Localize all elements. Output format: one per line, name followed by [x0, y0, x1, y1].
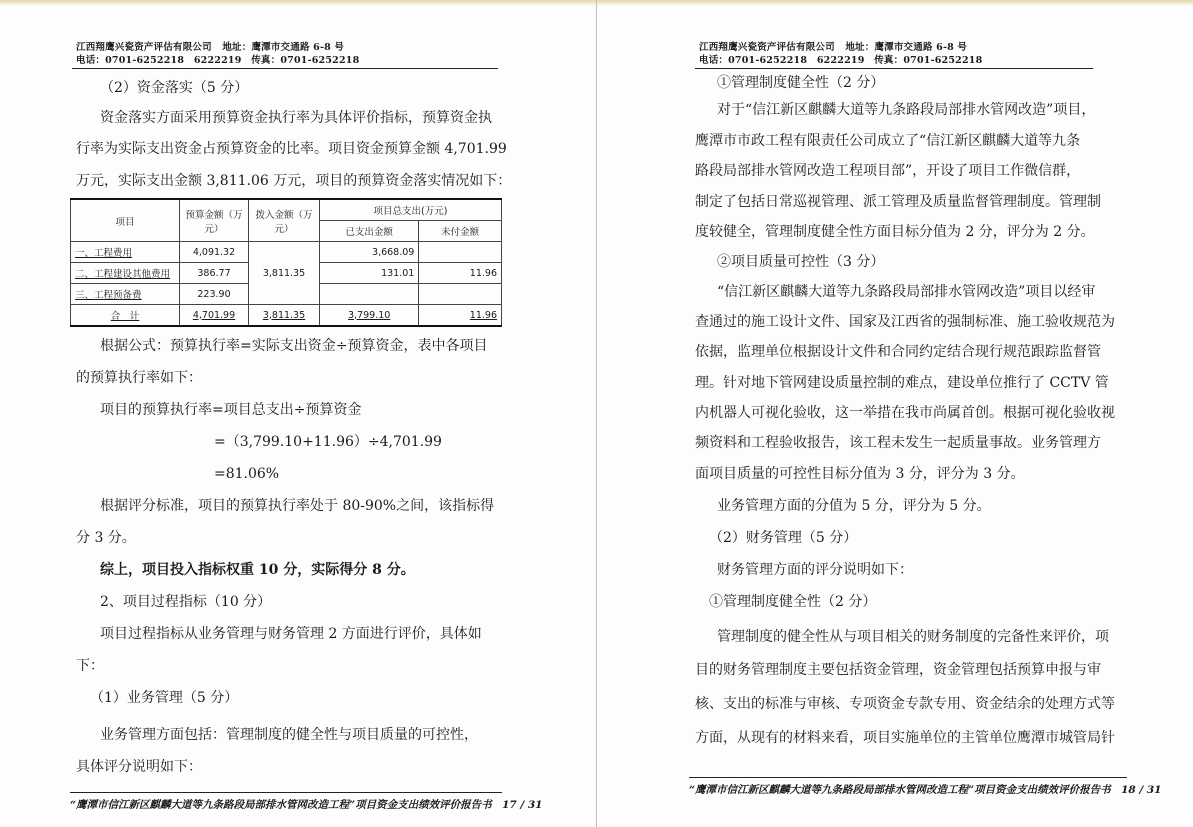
- section-heading: （2）资金落实（5 分）: [100, 80, 249, 96]
- row-budget: 386.77: [180, 263, 249, 284]
- paragraph-line: 频资料和工程验收报告，该工程未发生一起质量事故。业务管理方: [695, 435, 1101, 451]
- row-item: 一、工程费用: [71, 242, 180, 263]
- row-paid: [320, 284, 419, 305]
- paragraph-line: 对于“信江新区麒麟大道等九条路段局部排水管网改造”项目，: [717, 102, 1096, 118]
- paragraph-line: 具体评分说明如下：: [76, 759, 202, 775]
- paragraph-line: 内机器人可视化验收，这一举措在我市尚属首创。根据可视化验收视: [695, 405, 1115, 421]
- total-allocated: 3,811.35: [249, 305, 320, 327]
- section-heading: （1）业务管理（5 分）: [90, 690, 239, 706]
- total-budget: 4,701.99: [180, 305, 249, 327]
- budget-table: [70, 198, 502, 327]
- row-budget: 4,091.32: [180, 242, 249, 263]
- section-heading: 2、项目过程指标（10 分）: [100, 594, 272, 610]
- col-header-allocated: 拨入金额（万元）: [249, 199, 320, 242]
- paragraph-line: 查通过的施工设计文件、国家及江西省的强制标准、施工验收规范为: [695, 314, 1115, 330]
- row-paid: 3,668.09: [320, 242, 419, 263]
- paragraph-line: 根据评分标准，项目的预算执行率处于 80-90%之间，该指标得: [100, 498, 495, 514]
- paragraph-line: 鹰潭市市政工程有限责任公司成立了“信江新区麒麟大道等九条: [695, 133, 1081, 149]
- total-unpaid: 11.96: [419, 305, 502, 327]
- paragraph-line: 制定了包括日常巡视管理、派工管理及质量监督管理制度。管理制: [695, 194, 1101, 210]
- paragraph-line: 下：: [76, 658, 104, 674]
- row-allocated-merged: 3,811.35: [249, 242, 320, 305]
- paragraph-line: 方面，从现有的材料来看，项目实施单位的主管单位鹰潭市城管局针: [695, 730, 1115, 746]
- section-heading: ①管理制度健全性（2 分）: [709, 594, 877, 610]
- paragraph-line: 度较健全，管理制度健全性方面目标分值为 2 分，评分为 2 分。: [695, 224, 1095, 240]
- document-page-17: [0, 0, 596, 827]
- letterhead-phone: 电话：0701-6252218 6222219 传真：0701-6252218: [76, 55, 360, 66]
- total-label: 合 计: [71, 305, 180, 327]
- row-budget: 223.90: [180, 284, 249, 305]
- footer-rule: [70, 792, 502, 793]
- col-header-unpaid: 未付金额: [419, 221, 502, 242]
- col-header-item: 项目: [71, 199, 180, 242]
- table-row: [71, 242, 502, 263]
- page-footer: “鹰潭市信江新区麒麟大道等九条路段局部排水管网改造工程”项目资金支出绩效评价报告书 17 / 31: [70, 799, 543, 811]
- page-footer: “鹰潭市信江新区麒麟大道等九条路段局部排水管网改造工程”项目资金支出绩效评价报告书 18 / 31: [689, 784, 1162, 796]
- row-unpaid: [419, 242, 502, 263]
- paragraph-line: 业务管理方面包括：管理制度的健全性与项目质量的可控性，: [100, 727, 478, 743]
- paragraph-line: 面项目质量的可控性目标分值为 3 分，评分为 3 分。: [695, 466, 1025, 482]
- header-rule: [72, 68, 498, 69]
- row-unpaid: [419, 284, 502, 305]
- section-heading: ②项目质量可控性（3 分）: [717, 254, 885, 270]
- formula-line: =（3,799.10+11.96）÷4,701.99: [214, 434, 442, 450]
- row-item: 三、工程预备费: [71, 284, 180, 305]
- col-header-budget: 预算金额（万元）: [180, 199, 249, 242]
- paragraph-line: 财务管理方面的评分说明如下：: [717, 562, 913, 578]
- letterhead-phone: 电话：0701-6252218 6222219 传真：0701-6252218: [699, 55, 983, 66]
- section-heading: ①管理制度健全性（2 分）: [717, 75, 885, 91]
- page-top-shade: [597, 0, 1193, 6]
- paragraph-line: 依据，监理单位根据设计文件和合同约定结合现行规范跟踪监督管: [695, 344, 1101, 360]
- paragraph-line: 分 3 分。: [76, 530, 136, 546]
- paragraph-line: 业务管理方面的分值为 5 分，评分为 5 分。: [717, 498, 991, 514]
- summary-line: 综上，项目投入指标权重 10 分，实际得分 8 分。: [100, 562, 415, 578]
- header-rule: [695, 68, 1093, 69]
- col-header-paid: 已支出金额: [320, 221, 419, 242]
- paragraph-line: 理。针对地下管网建设质量控制的难点，建设单位推行了 CCTV 管: [695, 375, 1109, 391]
- row-paid: 131.01: [320, 263, 419, 284]
- col-header-total-spent: 项目总支出(万元): [320, 199, 502, 221]
- letterhead-company: 江西翔鹰兴瓷资产评估有限公司 地址：鹰潭市交通路 6-8 号: [699, 42, 968, 53]
- paragraph-line: 项目过程指标从业务管理与财务管理 2 方面进行评价，具体如: [100, 626, 482, 642]
- paragraph-line: 目的财务管理制度主要包括资金管理，资金管理包括预算申报与审: [695, 662, 1101, 678]
- row-item: 二、工程建设其他费用: [71, 263, 180, 284]
- page-top-shade: [0, 0, 596, 6]
- row-unpaid: 11.96: [419, 263, 502, 284]
- document-page-18: [597, 0, 1193, 827]
- paragraph-line: 万元，实际支出金额 3,811.06 万元，项目的预算资金落实情况如下：: [76, 173, 512, 189]
- paragraph-line: 核、支出的标准与审核、专项资金专款专用、资金结余的处理方式等: [695, 696, 1115, 712]
- paragraph-line: 路段局部排水管网改造工程项目部”，开设了项目工作微信群，: [695, 163, 1081, 179]
- paragraph-line: 的预算执行率如下：: [76, 370, 202, 386]
- total-paid: 3,799.10: [320, 305, 419, 327]
- footer-rule: [689, 777, 1127, 778]
- formula-result: =81.06%: [214, 466, 280, 482]
- paragraph-line: 根据公式：预算执行率=实际支出资金÷预算资金，表中各项目: [100, 338, 488, 354]
- paragraph-line: 行率为实际支出资金占预算资金的比率。项目资金预算金额 4,701.99: [76, 141, 507, 157]
- section-heading: （2）财务管理（5 分）: [709, 530, 858, 546]
- letterhead-company: 江西翔鹰兴瓷资产评估有限公司 地址：鹰潭市交通路 6-8 号: [76, 42, 345, 53]
- paragraph-line: 资金落实方面采用预算资金执行率为具体评价指标，预算资金执: [100, 110, 492, 126]
- formula-line: 项目的预算执行率=项目总支出÷预算资金: [100, 402, 362, 418]
- paragraph-line: 管理制度的健全性从与项目相关的财务制度的完备性来评价，项: [717, 629, 1109, 645]
- paragraph-line: “信江新区麒麟大道等九条路段局部排水管网改造”项目以经审: [717, 284, 1096, 300]
- table-total-row: [71, 305, 502, 327]
